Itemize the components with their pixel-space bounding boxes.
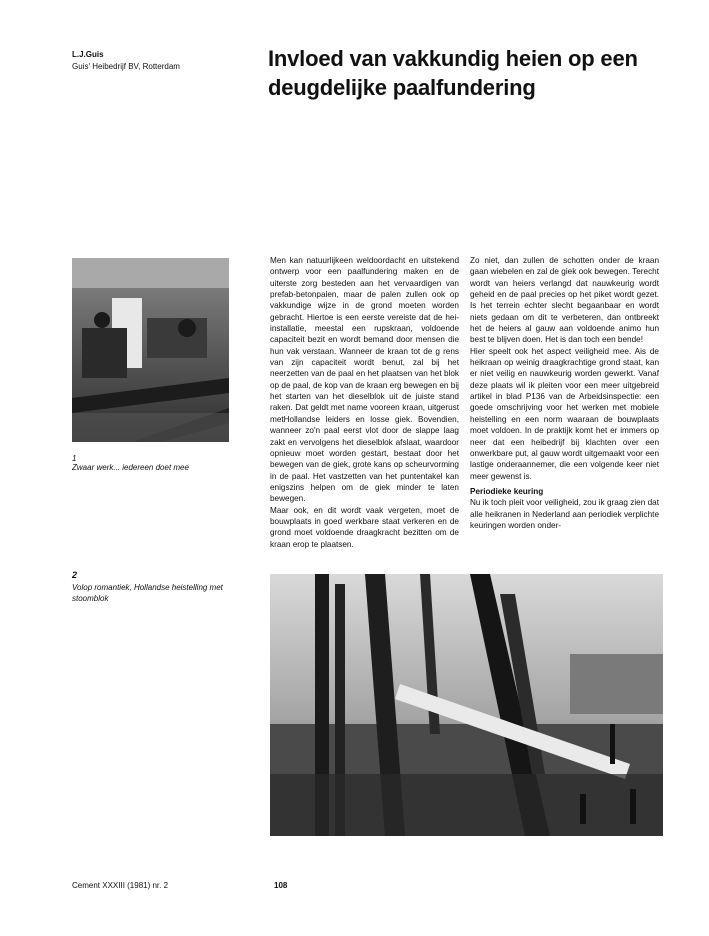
page-number: 108: [274, 881, 288, 890]
figure-1-number: 1: [72, 454, 77, 463]
author-name: L.J.Guis: [72, 50, 104, 59]
figure-1-caption: Zwaar werk... iedereen doet mee: [72, 463, 189, 472]
text-column-2: [470, 255, 659, 531]
journal-footer: Cement XXXIII (1981) nr. 2: [72, 881, 169, 890]
figure-2-number: 2: [72, 570, 78, 580]
figure-2-caption: Volop romantiek, Hollandse heistelling met stoomblok: [72, 583, 223, 603]
text-column-1: [270, 255, 459, 550]
paragraph: Men kan natuurlijkeen weldoordacht en uitstekend ontwerp voor een paalfundering maken en de uiterste zorg besteden aan het vervaardigen van prefab-betonpalen, maar de palen zullen ook op vakkundige wijze in de grond moeten worden gebracht. Hiertoe is een eerste vereiste dat de hei-installatie, meestal een rupskraan, voldoende capaciteit bezit en wordt bemand door mensen die hun vak verstaan. Wanneer de kraan tot de g rens van zijn capaciteit wordt benut, zal bij het neerzetten van de paal en het plaatsen van het blok op de paal, de kop van de kraan erg bewegen en bij het starten van het dieselblok uit de juiste stand raken. Dat geldt met name vooreen kraan, uitgerust metHollandse leiders en losse giek. Bovendien, wanneer zo'n paal eerst vlot door de slappe laag zakt en vervolgens het dieselblok afslaat, waardoor opnieuw moet worden gestart, bestaat door het bewegen van de giek, grote kans op scheurvorming in de paal. Het vastzetten van het puntentakel kan enigszins helpen om de giek minder te laten bewegen.: [270, 256, 459, 504]
paragraph: Nu ik toch pleit voor veiligheid, zou ik graag zien dat alle heikranen in Nederland aan periodiek verplichte keuringen worden onder-: [470, 498, 659, 530]
article-title: Invloed van vakkundig heien op een deugdelijke paalfundering: [268, 46, 638, 100]
paragraph: Zo niet, dan zullen de schotten onder de kraan gaan wiebelen en zal de giek ook bewegen. Terecht wordt van heiers verlangd dat nauwkeurig wordt geheid en de paal precies op het piket wordt gezet. Is het terrein echter slecht begaanbaar en wordt niets gedaan om dit te verbeteren, dan ontbreekt het de heiers al gauw aan voldoende animo hun best te blijven doen. Het is dan toch een bende!: [470, 256, 659, 345]
author-affiliation: Guis' Heibedrijf BV, Rotterdam: [72, 62, 180, 71]
figure-2-photo: [270, 574, 663, 836]
figure-1-photo: [72, 258, 229, 442]
paragraph: Hier speelt ook het aspect veiligheid mee. Ais de heikraan op weinig draagkrachtige grond staat, kan er niet veilig en nauwkeurig worden gewerkt. Vanaf deze plaats wil ik pleiten voor een meer uitgebreid artikel in blad P136 van de Arbeidsinspectie: een goede omschrijving voor het werken met mobiele heistelling en een norm waaraan de bouwplaats moet voldoen. In de praktijk komt het er immers op neer dat een heibedrijf bij klachten over een onwerkbare put, al gauw wordt uitgemaakt voor een lastige onderaannemer, die een volgende keer niet meer gewenst is.: [470, 346, 659, 481]
paragraph: Maar ook, en dit wordt vaak vergeten, moet de bouwplaats in goed werkbare staat verkeren en de grond moet voldoende draagkracht bezitten om de kraan erop te plaatsen.: [270, 505, 459, 549]
section-heading: Periodieke keuring: [470, 486, 544, 496]
